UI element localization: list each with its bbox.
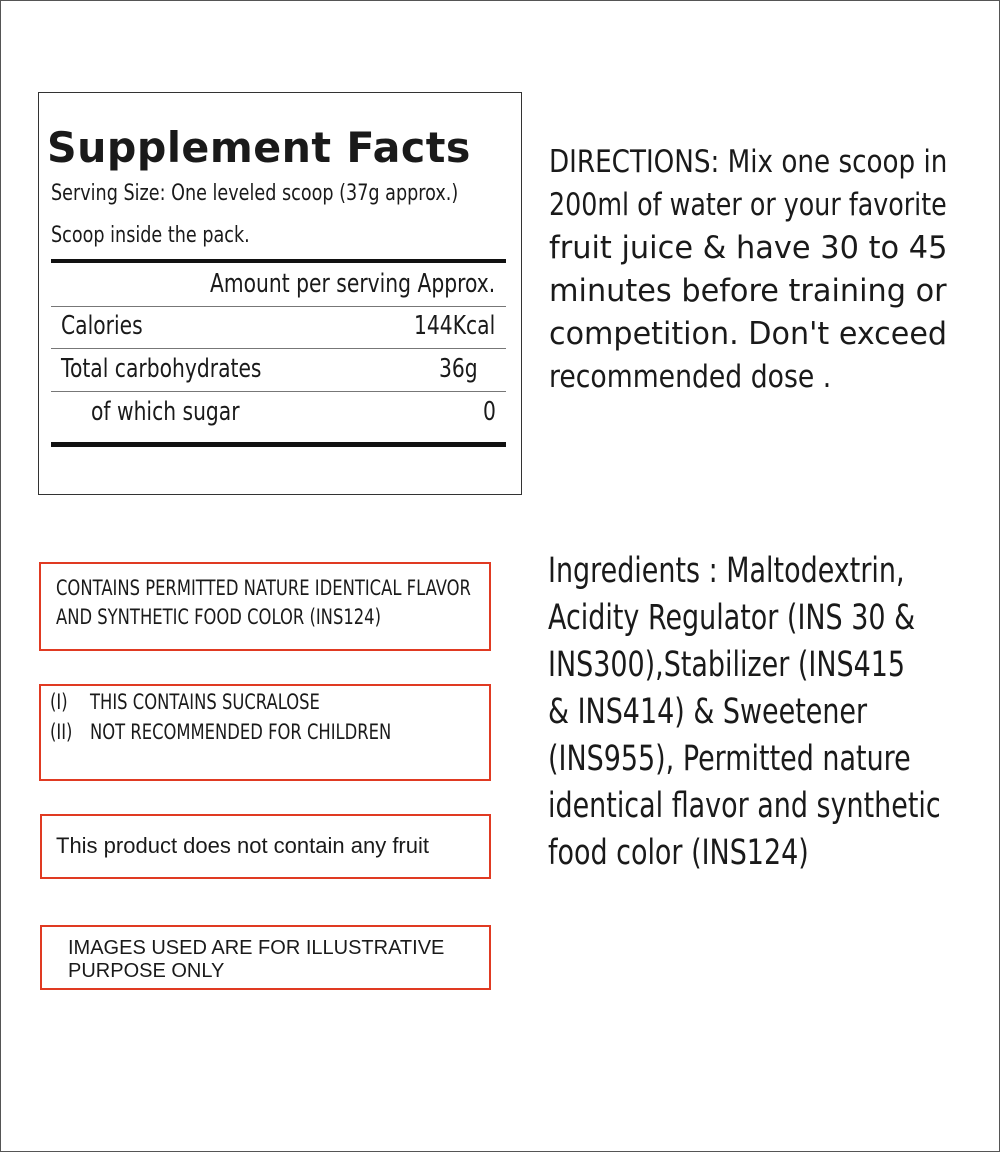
facts-divider: [51, 306, 506, 307]
fruit-notice-box: [40, 814, 491, 879]
images-notice-line: IMAGES USED ARE FOR ILLUSTRATIVE: [68, 937, 445, 959]
flavor-notice-box: [39, 562, 491, 651]
serving-size: Serving Size: One leveled scoop (37g approx.): [51, 181, 459, 206]
scoop-note: Scoop inside the pack.: [51, 223, 250, 248]
row-sugar-value: 0: [483, 397, 496, 427]
facts-top-rule: [51, 259, 506, 263]
images-notice-line: PURPOSE ONLY: [68, 960, 225, 982]
flavor-notice-line: AND SYNTHETIC FOOD COLOR (INS124): [56, 605, 382, 629]
warning-number: (II): [50, 720, 73, 744]
facts-divider: [51, 348, 506, 349]
row-calories-label: Calories: [61, 311, 143, 341]
directions-line: 200ml of water or your favorite: [549, 187, 947, 223]
directions-line: recommended dose .: [549, 359, 832, 395]
row-sugar-label: of which sugar: [91, 397, 240, 427]
directions-line: fruit juice & have 30 to 45: [549, 230, 948, 266]
supplement-facts-panel: [38, 92, 522, 495]
warning-text: THIS CONTAINS SUCRALOSE: [90, 690, 320, 714]
warnings-box: [39, 684, 491, 781]
fruit-notice: This product does not contain any fruit: [56, 833, 429, 858]
facts-title: Supplement Facts: [47, 123, 471, 172]
facts-bottom-rule: [51, 442, 506, 447]
warning-text: NOT RECOMMENDED FOR CHILDREN: [90, 720, 392, 744]
directions-line: competition. Don't exceed: [549, 316, 948, 352]
flavor-notice-line: CONTAINS PERMITTED NATURE IDENTICAL FLAVOR: [56, 576, 471, 600]
facts-divider: [51, 391, 506, 392]
warning-number: (I): [50, 690, 68, 714]
row-carbs-value: 36g: [439, 354, 478, 384]
row-calories-value: 144Kcal: [414, 311, 496, 341]
directions-line: minutes before training or: [549, 273, 947, 309]
row-carbs-label: Total carbohydrates: [61, 354, 262, 384]
directions-line: DIRECTIONS: Mix one scoop in: [549, 144, 948, 180]
amount-header: Amount per serving Approx.: [210, 269, 496, 299]
images-notice-box: [40, 925, 491, 990]
